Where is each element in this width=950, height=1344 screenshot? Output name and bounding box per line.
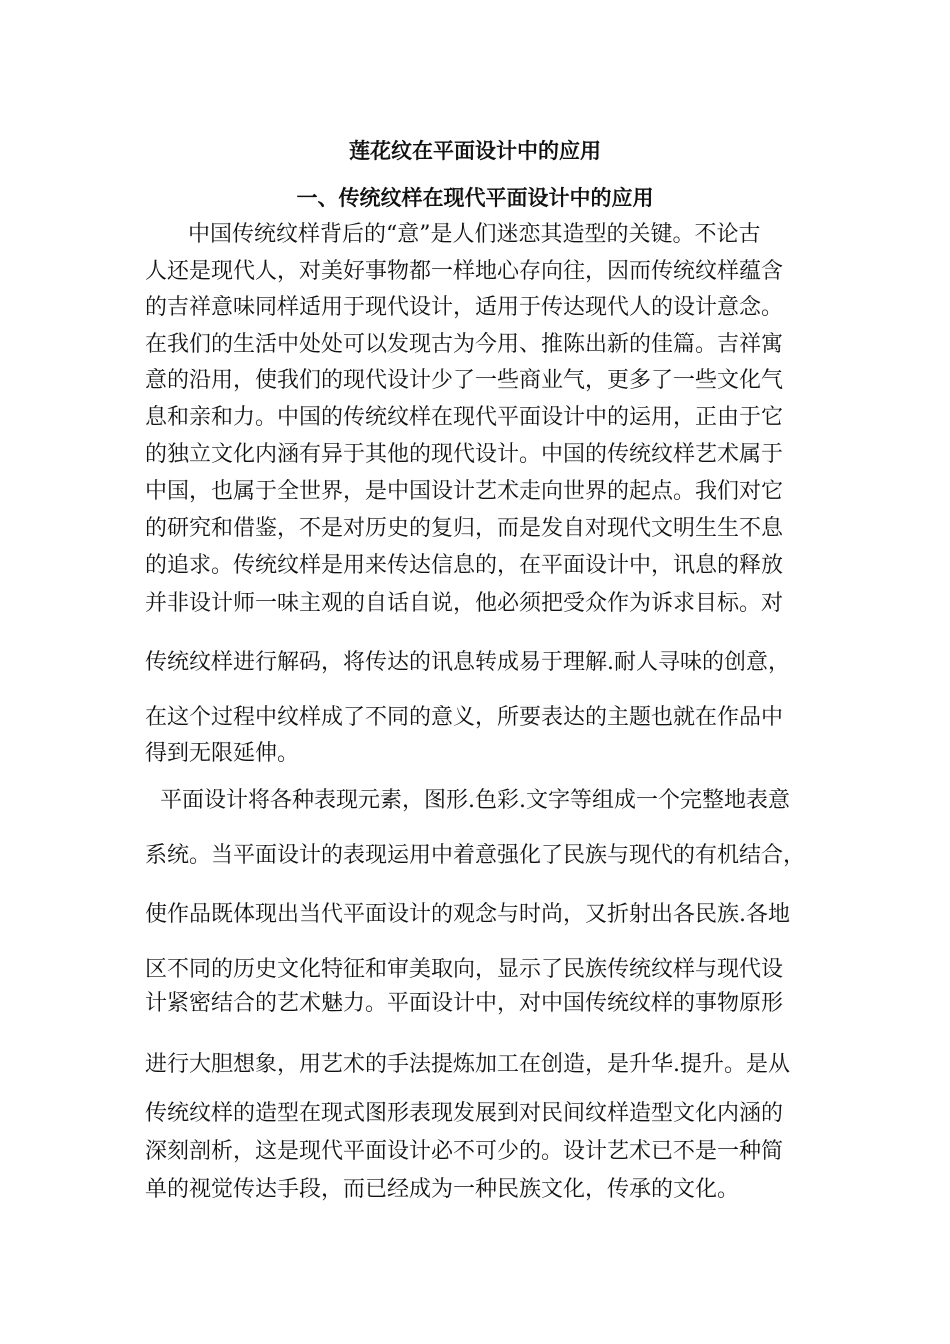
text-line: 得到无限延伸。 (145, 741, 300, 766)
text-line: 单的视觉传达手段，而已经成为一种民族文化，传承的文化。 (145, 1177, 740, 1202)
text-line: 在我们的生活中处处可以发现古为今用、推陈出新的佳篇。吉祥寓 (145, 332, 784, 357)
text-line: 的研究和借鉴，不是对历史的复归，而是发自对现代文明生生不息 (145, 516, 784, 541)
text-line: 中国，也属于全世界，是中国设计艺术走向世界的起点。我们对它 (145, 479, 784, 504)
text-line: 进行大胆想象，用艺术的手法提炼加工在创造，是升华.提升。是从 (145, 1052, 790, 1077)
text-line: 使作品既体现出当代平面设计的观念与时尚，又折射出各民族.各地 (145, 902, 790, 927)
text-line: 传统纹样进行解码，将传达的讯息转成易于理解.耐人寻味的创意， (145, 650, 790, 675)
text-line: 的吉祥意味同样适用于现代设计，适用于传达现代人的设计意念。 (145, 295, 784, 320)
text-line: 中国传统纹样背后的“意”是人们迷恋其造型的关键。不论古 (188, 222, 761, 247)
text-line: 的追求。传统纹样是用来传达信息的，在平面设计中，讯息的释放 (145, 553, 784, 578)
text-line: 计紧密结合的艺术魅力。平面设计中，对中国传统纹样的事物原形 (145, 991, 784, 1016)
text-line: 传统纹样的造型在现式图形表现发展到对民间纹样造型文化内涵的 (145, 1101, 784, 1126)
text-line: 区不同的历史文化特征和审美取向，显示了民族传统纹样与现代设 (145, 957, 784, 982)
section-heading: 一、传统纹样在现代平面设计中的应用 (296, 186, 654, 210)
text-line: 系统。当平面设计的表现运用中着意强化了民族与现代的有机结合， (145, 843, 806, 868)
text-line: 意的沿用，使我们的现代设计少了一些商业气，更多了一些文化气 (145, 368, 784, 393)
text-line: 并非设计师一味主观的自话自说，他必须把受众作为诉求目标。对 (145, 591, 784, 616)
document-title: 莲花纹在平面设计中的应用 (349, 139, 601, 163)
text-line: 息和亲和力。中国的传统纹样在现代平面设计中的运用，正由于它 (145, 405, 784, 430)
text-line: 深刻剖析，这是现代平面设计必不可少的。设计艺术已不是一种简 (145, 1139, 784, 1164)
text-line: 人还是现代人，对美好事物都一样地心存向往，因而传统纹样蕴含 (145, 259, 784, 284)
text-line: 平面设计将各种表现元素，图形.色彩.文字等组成一个完整地表意 (160, 788, 790, 813)
text-line: 的独立文化内涵有异于其他的现代设计。中国的传统纹样艺术属于 (145, 442, 784, 467)
text-line: 在这个过程中纹样成了不同的意义，所要表达的主题也就在作品中 (145, 705, 784, 730)
